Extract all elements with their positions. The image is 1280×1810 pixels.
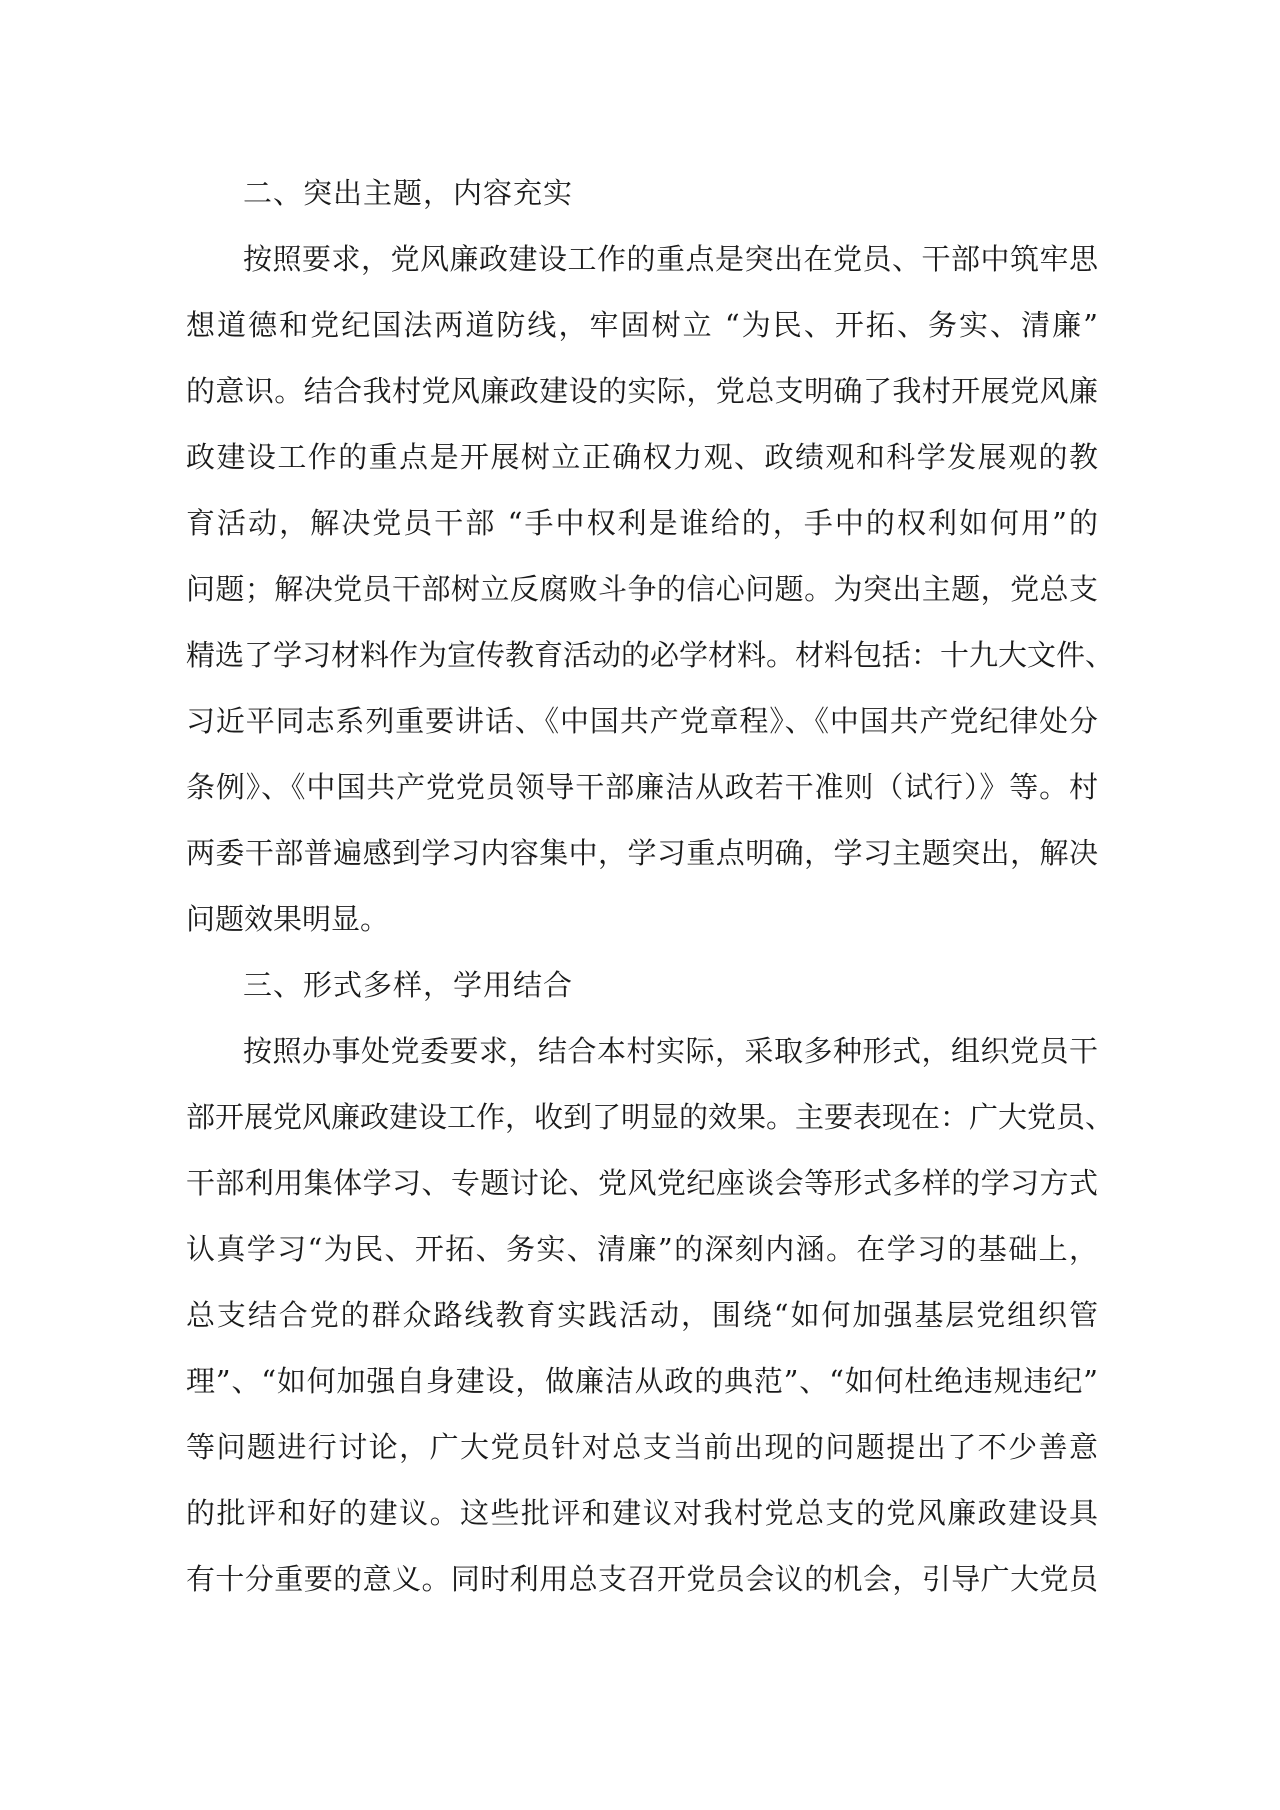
text-line: 干部利用集体学习、专题讨论、党风党纪座谈会等形式多样的学习方式 xyxy=(186,1166,1098,1200)
document-page xyxy=(186,160,1115,1612)
section-heading: 二、突出主题，内容充实 xyxy=(243,176,574,210)
text-line: 按照要求，党风廉政建设工作的重点是突出在党员、干部中筑牢思 xyxy=(243,242,1098,276)
text-line: 按照办事处党委要求，结合本村实际，采取多种形式，组织党员干 xyxy=(243,1034,1098,1068)
text-line: 部开展党风廉政建设工作，收到了明显的效果。主要表现在：广大党员、 xyxy=(186,1100,1115,1134)
text-line: 习近平同志系列重要讲话、《中国共产党章程》、《中国共产党纪律处分 xyxy=(186,704,1098,738)
text-line: 精选了学习材料作为宣传教育活动的必学材料。材料包括：十九大文件、 xyxy=(186,638,1115,672)
text-line: 想道德和党纪国法两道防线，牢固树立 “为民、开拓、务实、清廉” xyxy=(186,308,1098,342)
text-line: 问题效果明显。 xyxy=(186,902,390,936)
text-line: 的批评和好的建议。这些批评和建议对我村党总支的党风廉政建设具 xyxy=(186,1496,1098,1530)
text-line: 问题；解决党员干部树立反腐败斗争的信心问题。为突出主题，党总支 xyxy=(186,572,1098,606)
text-line: 条例》、《中国共产党党员领导干部廉洁从政若干准则（试行）》等。村 xyxy=(186,770,1098,804)
text-line: 政建设工作的重点是开展树立正确权力观、政绩观和科学发展观的教 xyxy=(186,440,1098,474)
text-line: 有十分重要的意义。同时利用总支召开党员会议的机会，引导广大党员 xyxy=(186,1562,1098,1596)
text-line: 等问题进行讨论，广大党员针对总支当前出现的问题提出了不少善意 xyxy=(186,1430,1098,1464)
text-line: 理”、“如何加强自身建设，做廉洁从政的典范”、“如何杜绝违规违纪” xyxy=(186,1364,1098,1398)
text-line: 总支结合党的群众路线教育实践活动，围绕“如何加强基层党组织管 xyxy=(186,1298,1098,1332)
section-heading: 三、形式多样，学用结合 xyxy=(243,968,574,1002)
text-line: 两委干部普遍感到学习内容集中，学习重点明确，学习主题突出，解决 xyxy=(186,836,1098,870)
text-line: 育活动，解决党员干部 “手中权利是谁给的，手中的权利如何用”的 xyxy=(186,506,1098,540)
text-line: 认真学习“为民、开拓、务实、清廉”的深刻内涵。在学习的基础上， xyxy=(186,1232,1098,1266)
text-line: 的意识。结合我村党风廉政建设的实际，党总支明确了我村开展党风廉 xyxy=(186,374,1098,408)
